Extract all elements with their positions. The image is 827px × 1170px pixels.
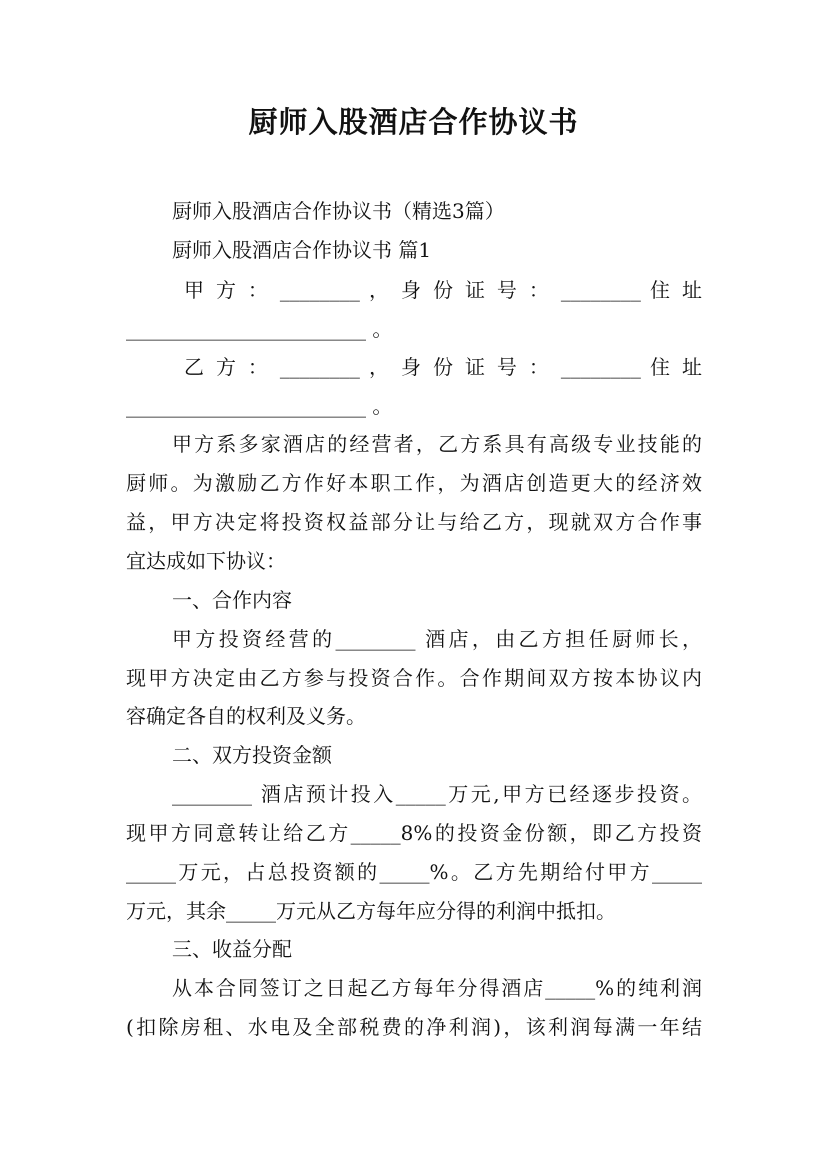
section-heading: 一、合作内容 xyxy=(172,588,292,612)
paragraph-line: 从本合同签订之日起乙方每年分得酒店_____%的纯利润 xyxy=(172,976,702,1000)
paragraph-line: 甲方系多家酒店的经营者，乙方系具有高级专业技能的 xyxy=(172,432,702,456)
paragraph-line: (扣除房租、水电及全部税费的净利润)，该利润每满一年结 xyxy=(126,1015,702,1039)
paragraph-line: 容确定各自的权利及义务。 xyxy=(126,704,366,728)
party-b-line: 乙 方 ： ________ ， 身 份 证 号 ： ________ 住 址 xyxy=(184,355,702,379)
party-a-address-line: ________________________ 。 xyxy=(126,317,393,341)
paragraph-line: ________ 酒店预计投入_____万元,甲方已经逐步投资。 xyxy=(172,782,702,806)
section-heading: 三、收益分配 xyxy=(172,937,292,961)
paragraph-line: 现甲方决定由乙方参与投资合作。合作期间双方按本协议内 xyxy=(126,666,702,690)
paragraph-line: 厨师。为激励乙方作好本职工作，为酒店创造更大的经济效 xyxy=(126,471,702,495)
party-b-address-line: ________________________ 。 xyxy=(126,394,393,418)
paragraph-line: 现甲方同意转让给乙方_____8%的投资金份额，即乙方投资 xyxy=(126,821,702,845)
party-a-line: 甲 方 ： ________ ， 身 份 证 号 ： ________ 住 址 xyxy=(184,278,702,302)
subtitle-line: 厨师入股酒店合作协议书（精选3篇） xyxy=(172,199,505,223)
section-heading-line: 厨师入股酒店合作协议书 篇1 xyxy=(172,238,432,262)
section-heading: 二、双方投资金额 xyxy=(172,743,332,767)
document-title: 厨师入股酒店合作协议书 xyxy=(248,105,579,139)
paragraph-line: 甲方投资经营的________ 酒店，由乙方担任厨师长， xyxy=(172,627,702,651)
paragraph-line: _____万元，占总投资额的_____%。乙方先期给付甲方_____ xyxy=(126,860,702,884)
paragraph-line: 万元，其余_____万元从乙方每年应分得的利润中抵扣。 xyxy=(126,899,616,923)
paragraph-line: 宜达成如下协议： xyxy=(126,549,286,573)
paragraph-line: 益，甲方决定将投资权益部分让与给乙方，现就双方合作事 xyxy=(126,510,702,534)
